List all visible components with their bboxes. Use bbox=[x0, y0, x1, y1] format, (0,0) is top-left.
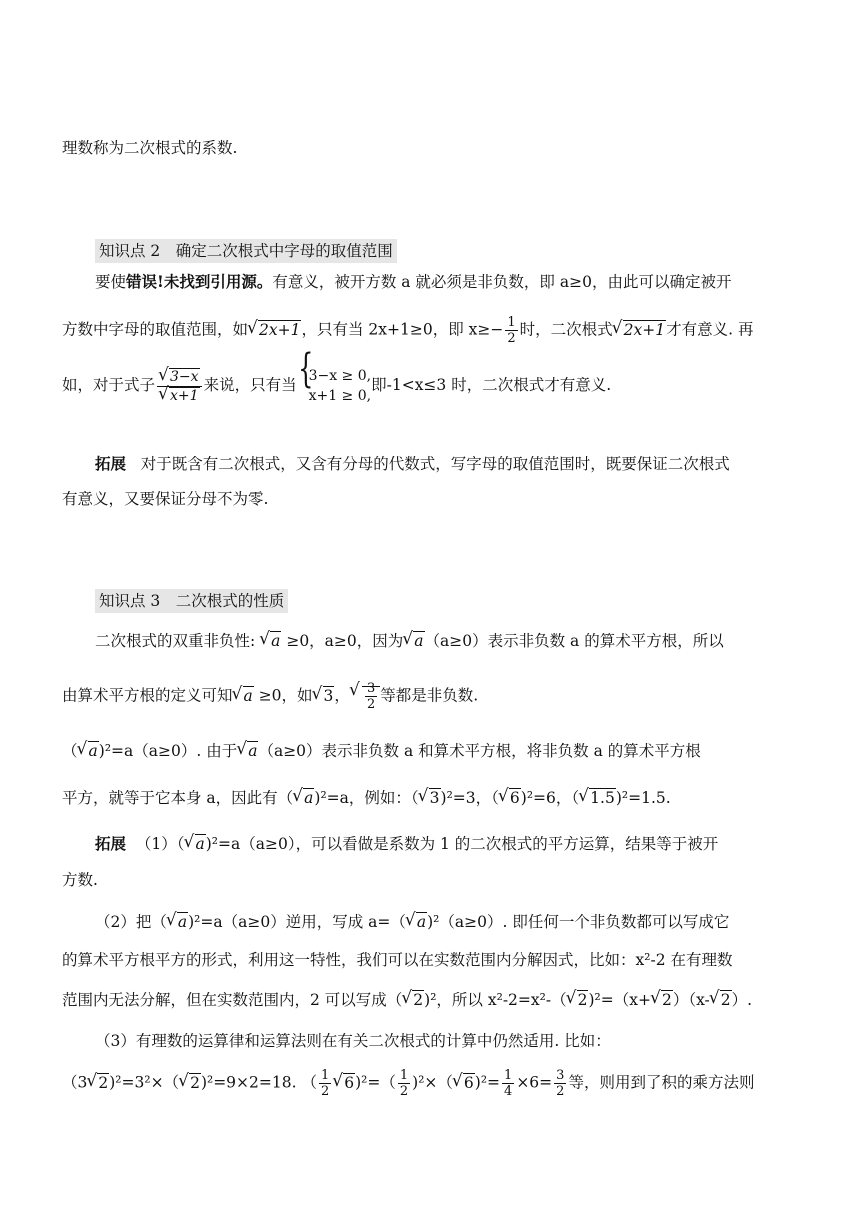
text: )²= bbox=[474, 1073, 501, 1092]
text: 有意义，被开方数 a 就必须是非负数，即 a≥0，由此可以确定被开 bbox=[272, 273, 732, 291]
kp3-line-1 bbox=[95, 630, 798, 652]
text: 如，对于式子 bbox=[62, 376, 156, 394]
denominator bbox=[157, 387, 202, 405]
text: )²=（ bbox=[355, 1073, 396, 1092]
text: )²=9×2=18. （ bbox=[200, 1073, 317, 1092]
denominator: 2 bbox=[556, 1084, 565, 1099]
text: 方数中字母的取值范围，如 bbox=[62, 320, 249, 339]
text: 时，二次根式 bbox=[519, 320, 613, 339]
text: 范围内无法分解，但在实数范围内，2 可以写成（ bbox=[62, 991, 403, 1009]
text: （ bbox=[62, 742, 78, 760]
section-heading-kp2: 知识点 2 确定二次根式中字母的取值范围 bbox=[95, 239, 397, 263]
radicand: 2 bbox=[413, 991, 424, 1009]
kp3-item2-line-1 bbox=[95, 911, 798, 933]
radicand: 6 bbox=[463, 1073, 474, 1092]
fraction bbox=[398, 1068, 410, 1099]
radicand: 2 bbox=[661, 991, 672, 1009]
text: 等，则用到了积的乘方法则 bbox=[568, 1073, 755, 1092]
kp2-line-2 bbox=[62, 315, 798, 346]
text: ≥0，如 bbox=[253, 686, 313, 705]
text: )²=3²×（ bbox=[109, 1073, 180, 1092]
brace-symbol: { bbox=[297, 346, 313, 392]
numerator: 1 bbox=[399, 1068, 409, 1083]
denominator: 2 bbox=[320, 1084, 330, 1099]
radical bbox=[500, 787, 521, 809]
numerator: 1 bbox=[320, 1068, 330, 1083]
inequality-system bbox=[297, 346, 372, 406]
denominator: 4 bbox=[504, 1084, 513, 1099]
radicand: 3−x bbox=[170, 368, 199, 385]
text: 等都是非负数. bbox=[380, 686, 479, 705]
kp3-extension-line-2: 方数. bbox=[62, 871, 98, 889]
extension-line-2: 有意义，又要保证分母不为零. bbox=[62, 490, 269, 508]
radical bbox=[79, 740, 99, 762]
text: ≥0，a≥0，因为 bbox=[281, 632, 404, 650]
radical bbox=[614, 319, 666, 341]
text: )²（a≥0）. 即任何一个非负数都可以写成它 bbox=[427, 913, 730, 931]
radical bbox=[404, 630, 424, 652]
kp3-line-4 bbox=[62, 787, 798, 809]
extension-line-1 bbox=[95, 453, 798, 475]
text: （a≥0）表示非负数 a 和算术平方根，将非负数 a 的算术平方根 bbox=[258, 742, 701, 760]
text: )²×（ bbox=[412, 1073, 453, 1092]
radical bbox=[407, 911, 427, 933]
numerator: 1 bbox=[504, 1068, 513, 1083]
text: 来说，只有当 bbox=[203, 376, 297, 394]
text: ×6= bbox=[516, 1073, 553, 1092]
text: （3 bbox=[62, 1073, 88, 1092]
radical bbox=[249, 319, 301, 341]
kp3-item3-line-2 bbox=[62, 1068, 798, 1099]
radicand: a bbox=[304, 789, 314, 807]
system-row-2: x+1 ≥ 0, bbox=[308, 388, 372, 404]
paragraph-continuation: 理数称为二次根式的系数. bbox=[62, 139, 238, 157]
radical bbox=[334, 1072, 355, 1094]
text: 要使 bbox=[95, 273, 127, 291]
text: )²=a（a≥0），可以看做是系数为 1 的二次根式的平方运算，结果等于被开 bbox=[205, 835, 719, 853]
radical bbox=[314, 685, 335, 707]
radical bbox=[568, 989, 589, 1011]
radical bbox=[186, 833, 206, 855]
denominator: 2 bbox=[399, 1084, 409, 1099]
fraction bbox=[365, 681, 377, 712]
radicand: a bbox=[177, 913, 188, 931]
radical bbox=[180, 1072, 201, 1094]
text: 才有意义. 再 bbox=[666, 320, 754, 339]
kp3-item2-line-3 bbox=[62, 989, 798, 1011]
radicand: 2x+1 bbox=[623, 320, 666, 339]
radicand bbox=[362, 681, 380, 712]
radical bbox=[234, 685, 254, 707]
radical bbox=[238, 740, 258, 762]
radicand: 1.5 bbox=[590, 789, 615, 807]
numerator: 1 bbox=[507, 315, 516, 330]
radical bbox=[168, 911, 188, 933]
text: ，只有当 2x+1≥0，即 x≥− bbox=[301, 320, 504, 339]
extension-label: 拓展 bbox=[95, 454, 127, 473]
radicand: 2 bbox=[190, 1073, 200, 1092]
radical bbox=[160, 387, 200, 405]
text: )²=（x+ bbox=[588, 991, 651, 1009]
kp2-line-3 bbox=[62, 346, 798, 406]
text: )²=3，（ bbox=[440, 789, 499, 807]
kp3-item3-line-1: （3）有理数的运算律和运算法则在有关二次根式的计算中仍然适用. 比如： bbox=[95, 1032, 611, 1050]
text: （a≥0）表示非负数 a 的算术平方根，所以 bbox=[424, 632, 724, 650]
text: )²，所以 x²-2=x²-（ bbox=[424, 991, 567, 1009]
kp2-line-1 bbox=[95, 271, 798, 293]
kp3-line-3 bbox=[62, 740, 798, 762]
kp3-item2-line-2: 的算术平方根平方的形式，利用这一特性，我们可以在实数范围内分解因式，比如：x²-2 在有理数 bbox=[62, 951, 733, 969]
radical bbox=[403, 989, 424, 1011]
text: 二次根式的双重非负性: bbox=[95, 632, 261, 650]
extension-label: 拓展 bbox=[95, 834, 127, 853]
radicand: a bbox=[243, 686, 253, 705]
radicand: 6 bbox=[344, 1073, 355, 1092]
numerator: 3 bbox=[556, 1068, 565, 1083]
radical bbox=[711, 989, 732, 1011]
radicand: 2 bbox=[577, 991, 588, 1009]
text: ）（x- bbox=[672, 991, 710, 1009]
text: )²=1.5. bbox=[615, 789, 671, 807]
radicand: a bbox=[195, 835, 205, 853]
radicand: a bbox=[248, 742, 258, 760]
radicand: x+1 bbox=[170, 387, 199, 404]
error-reference: 错误!未找到引用源。 bbox=[126, 272, 273, 291]
radicand: a bbox=[414, 632, 424, 650]
denominator: 2 bbox=[507, 331, 516, 346]
radicand: 3 bbox=[429, 789, 440, 807]
radicand: 6 bbox=[509, 789, 520, 807]
radical-fraction bbox=[351, 681, 380, 712]
radicand: a bbox=[416, 913, 427, 931]
radical bbox=[88, 1072, 109, 1094]
radical bbox=[160, 368, 200, 386]
radicand: 2x+1 bbox=[259, 320, 301, 339]
radicand: 3 bbox=[323, 686, 334, 705]
system-row-1: 3−x ≥ 0, bbox=[308, 368, 372, 384]
radicand: 2 bbox=[98, 1073, 109, 1092]
radical bbox=[261, 630, 281, 652]
text: ）. bbox=[731, 991, 753, 1009]
radical bbox=[294, 787, 314, 809]
text: 即-1<x≤3 时，二次根式才有意义. bbox=[371, 376, 612, 394]
text: )²=a，例如：（ bbox=[314, 789, 419, 807]
fraction bbox=[554, 1068, 566, 1099]
text: )²=a（a≥0）. 由于 bbox=[98, 742, 238, 760]
fraction bbox=[502, 1068, 514, 1099]
radical bbox=[454, 1072, 475, 1094]
radical bbox=[420, 787, 441, 809]
fraction bbox=[505, 315, 517, 346]
text: 平方，就等于它本身 a，因此有（ bbox=[62, 789, 294, 807]
text: 对于既含有二次根式，又含有分母的代数式，写字母的取值范围时，既要保证二次根式 bbox=[140, 455, 730, 473]
radicand: a bbox=[88, 742, 98, 760]
radicand: a bbox=[271, 632, 281, 650]
numerator: √ 3 bbox=[366, 681, 376, 696]
radicand: 2 bbox=[720, 991, 731, 1009]
denominator: 2 bbox=[366, 697, 376, 712]
text: ， bbox=[334, 686, 350, 705]
radical bbox=[580, 787, 616, 809]
text: （1）（ bbox=[135, 835, 185, 853]
text: （2）把（ bbox=[95, 913, 167, 931]
text: )²=6，（ bbox=[520, 789, 580, 807]
kp3-line-2 bbox=[62, 681, 798, 712]
text: )²=a（a≥0）逆用，写成 a=（ bbox=[188, 913, 406, 931]
section-heading-kp3: 知识点 3 二次根式的性质 bbox=[95, 589, 288, 613]
kp3-extension-line-1 bbox=[95, 833, 798, 855]
radical bbox=[652, 989, 673, 1011]
fraction bbox=[319, 1068, 331, 1099]
text: 由算术平方根的定义可知 bbox=[62, 686, 233, 705]
radical-fraction bbox=[157, 368, 202, 405]
